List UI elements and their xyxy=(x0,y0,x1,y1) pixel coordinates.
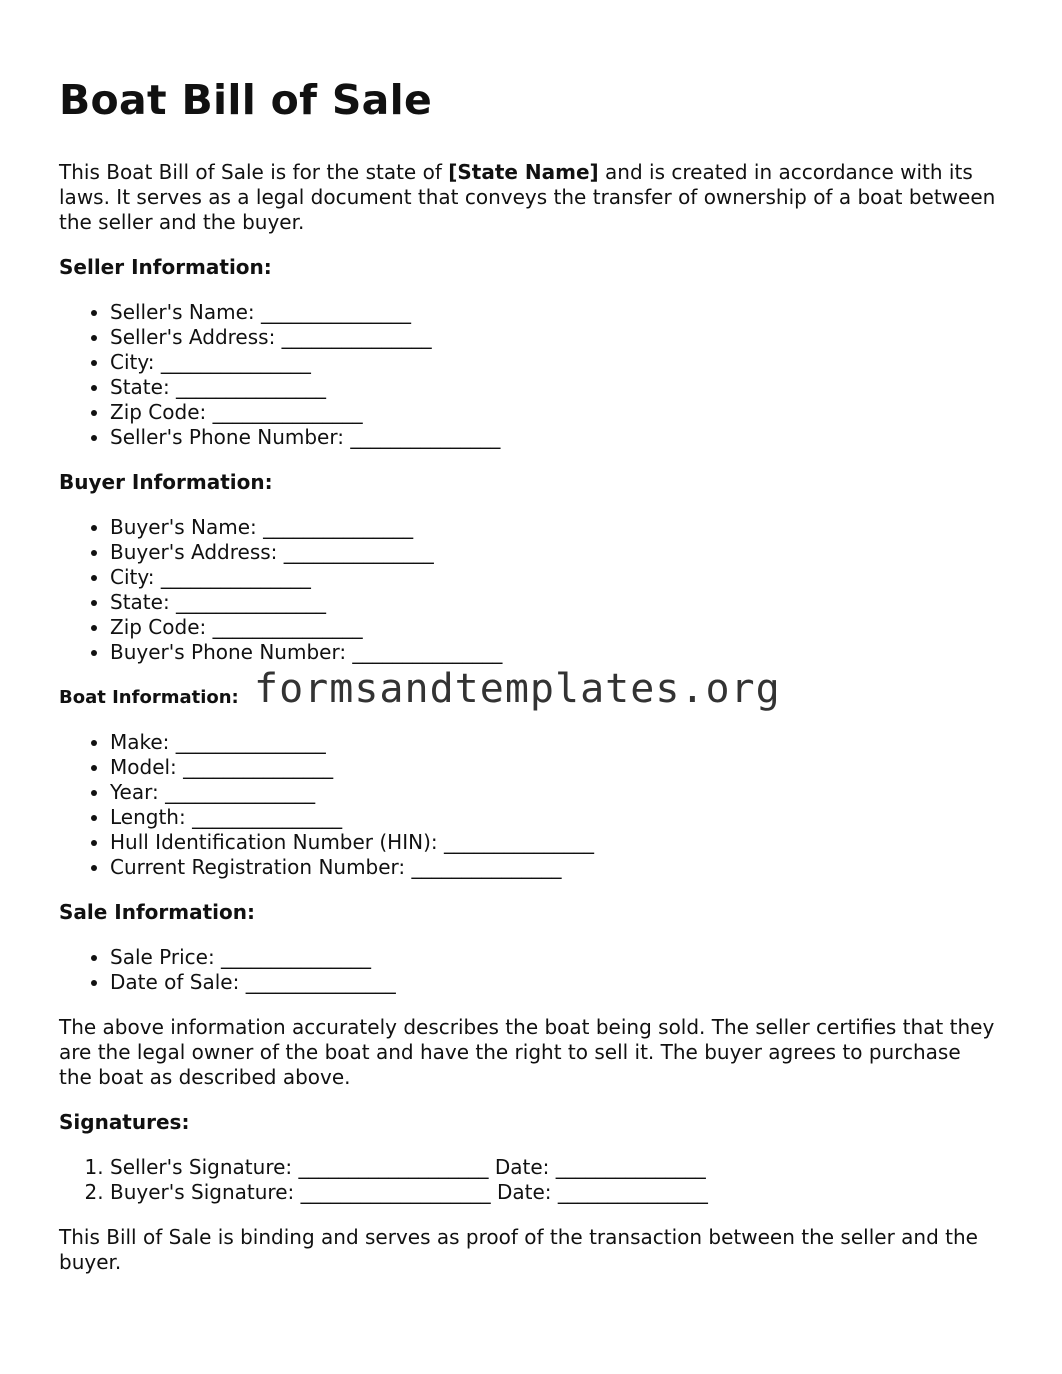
buyer-address-field: • Buyer's Address: _______________ xyxy=(110,540,999,565)
boat-information-list xyxy=(59,730,999,880)
closing-paragraph: This Bill of Sale is binding and serves as proof of the transaction between the seller and the buyer. xyxy=(59,1225,978,1274)
seller-phone-field: • Seller's Phone Number: _______________ xyxy=(110,425,999,450)
certification-paragraph: The above information accurately describes the boat being sold. The seller certifies that they are the legal owner of the boat and have the right to sell it. The buyer agrees to purchase the boat as described above. xyxy=(59,1015,995,1089)
signatures-list xyxy=(59,1155,999,1205)
buyer-name-field: • Buyer's Name: _______________ xyxy=(110,515,999,540)
sale-price-field: • Sale Price: _______________ xyxy=(110,945,999,970)
sale-information-list xyxy=(59,945,999,995)
seller-state-field: • State: _______________ xyxy=(110,375,999,400)
state-name-placeholder: [State Name] xyxy=(448,160,599,184)
boat-registration-field: • Current Registration Number: _______________ xyxy=(110,855,999,880)
intro-text-before: This Boat Bill of Sale is for the state of xyxy=(59,160,449,184)
seller-information-list xyxy=(59,300,999,450)
boat-year-field: • Year: _______________ xyxy=(110,780,999,805)
seller-address-field: • Seller's Address: _______________ xyxy=(110,325,999,350)
buyer-information-heading: Buyer Information: xyxy=(59,470,273,494)
seller-city-field: • City: _______________ xyxy=(110,350,999,375)
boat-hin-field: • Hull Identification Number (HIN): _______________ xyxy=(110,830,999,855)
boat-make-field: • Make: _______________ xyxy=(110,730,999,755)
watermark-text: formsandtemplates.org xyxy=(254,666,781,712)
buyer-city-field: • City: _______________ xyxy=(110,565,999,590)
buyer-information-list xyxy=(59,515,999,665)
sale-date-field: • Date of Sale: _______________ xyxy=(110,970,999,995)
boat-model-field: • Model: _______________ xyxy=(110,755,999,780)
seller-name-field: • Seller's Name: _______________ xyxy=(110,300,999,325)
seller-information-heading: Seller Information: xyxy=(59,255,272,279)
buyer-zip-field: • Zip Code: _______________ xyxy=(110,615,999,640)
boat-length-field: • Length: _______________ xyxy=(110,805,999,830)
intro-text-after: and is created in accordance with its laws. It serves as a legal document that conveys the transfer of ownership of a boat between the seller and the buyer. xyxy=(59,160,996,234)
signatures-heading: Signatures: xyxy=(59,1110,190,1134)
sale-information-heading: Sale Information: xyxy=(59,900,255,924)
intro-paragraph xyxy=(59,160,999,235)
seller-signature-line: 1. Seller's Signature: ___________________ Date: _______________ xyxy=(110,1155,999,1180)
buyer-state-field: • State: _______________ xyxy=(110,590,999,615)
seller-zip-field: • Zip Code: _______________ xyxy=(110,400,999,425)
boat-information-heading: Boat Information: xyxy=(59,687,239,708)
buyer-signature-line: 2. Buyer's Signature: ___________________ Date: _______________ xyxy=(110,1180,999,1205)
document-title: Boat Bill of Sale xyxy=(59,76,433,124)
buyer-phone-field: • Buyer's Phone Number: _______________ xyxy=(110,640,999,665)
